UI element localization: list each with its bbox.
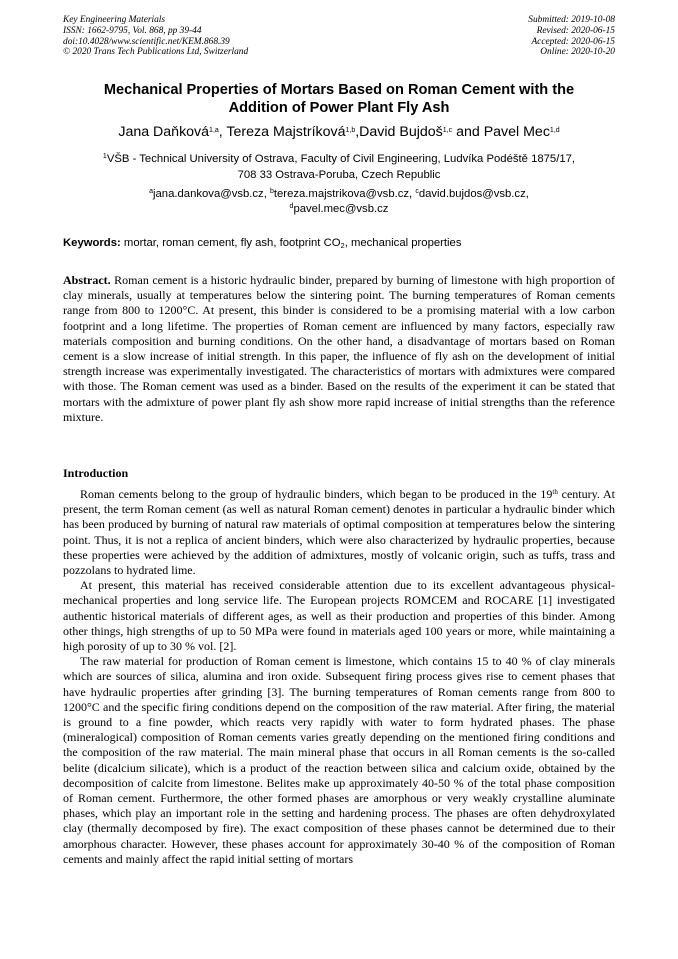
affiliation-line: 708 33 Ostrava-Poruba, Czech Republic [237, 169, 441, 181]
author-affiliation-marker: 1,c [442, 127, 453, 134]
title-line: Mechanical Properties of Mortars Based on Roman Cement with the [103, 82, 575, 98]
abstract-text: Roman cement is a historic hydraulic binder, prepared by burning of limestone with high proportion of clay minerals, usually at temperatures below the sintering point. The burning temperatures of Roman cements range from 800 to 1200°C. At present, this binder is considered to be a promising material with a low carbon footprint and a long lifetime. The properties of Roman cement are influenced by many factors, especially raw materials composition and burning conditions. On the other hand, a disadvantage of mortars based on Roman cement is a slow increase of initial strength. In this paper, the influence of fly ash on the development of initial strength increase was experimentally investigated. The characteristics of mortars with admixtures were compared with those. The Roman cement was used as a binder. Based on the results of the experiment it can be stated that mortars with the admixture of power plant fly ash show more rapid increase of initial strengths than the reference mixture. [63, 273, 615, 424]
paragraph-text: century. At present, the term Roman cement (as well as natural Roman cement) denotes in particular a hydraulic binder which has been produced by burning of natural raw materials of optimal composition at temperatures below the sintering point. Thus, it is not a replica of ancient binders, which were also characterized by hydraulic properties, because these properties were achieved by the addition of admixtures, mostly of volcanic origin, such as tuffs, trass and pozzolans to hydrated lime. [63, 487, 615, 578]
affiliation-line [63, 151, 615, 167]
title-line: Addition of Power Plant Fly Ash [228, 100, 450, 116]
paragraph: The raw material for production of Roman cement is limestone, which contains 15 to 40 % of clay minerals which are sources of silica, alumina and iron oxide. Subsequent firing process gives rise to cement phases that have hydraulic properties after grinding [3]. The burning temperatures of Roman cements range from 800 to 1200°C and the specific firing conditions depend on the composition of the raw material. After firing, the material is ground to a fine powder, which reacts very rapidly with water to form hydrated phases. The phase (mineralogical) composition of Roman cements varies greatly depending on the mentioned firing conditions and the composition of the raw material. The main mineral phase that occurs in all Roman cements is the so-called belite (dicalcium silicate), which is a product of the reaction between silica and calcium oxide, obtained by the decomposition of calcite from limestone. Belites make up approximately 40-50 % of the total phase composition of Roman cement. Furthermore, the other formed phases are amorphous or very weakly crystalline aluminate phases, which play an important role in the setting and hardening process. The phases are often dehydroxylated clay (thermally decomposed by fire). The exact composition of these phases cannot be determined due to their amorphous character. However, these phases account for approximately 30-40 % of the composition of Roman cements and mainly affect the rapid initial setting of mortars [63, 654, 615, 866]
author-affiliation-marker: 1,d [549, 127, 560, 134]
email-address: jana.dankova@vsb.cz, [153, 188, 270, 200]
date-online: Online: 2020-10-20 [540, 47, 615, 58]
section-heading-introduction: Introduction [63, 466, 129, 480]
email-marker: d [289, 203, 294, 210]
date-revised: Revised: 2020-06-15 [536, 25, 615, 36]
keywords-text: mortar, roman cement, fly ash, footprint CO [120, 237, 341, 249]
author-name: Pavel Mec [483, 124, 550, 140]
author-name: David Bujdoš [359, 124, 443, 140]
introduction-body [63, 487, 615, 867]
paper-title [63, 81, 615, 117]
date-submitted: Submitted: 2019-10-08 [528, 15, 615, 25]
journal-copyright: © 2020 Trans Tech Publications Ltd, Switzerland [63, 47, 249, 58]
author-affiliation-marker: 1,a [209, 127, 219, 134]
keywords-subscript: 2 [340, 241, 345, 250]
abstract-label: Abstract. [63, 273, 111, 287]
keywords-text-rest: , mechanical properties [344, 237, 462, 249]
paragraph: At present, this material has received considerable attention due to its excellent advantageous physical-mechanical properties and long service life. The European projects ROMCEM and ROCARE [1] investigated authentic historical materials of different ages, as well as their production and properties of this binder. Among other things, high strengths of up to 50 MPa were found in materials aged 100 years or more, while maintaining a high porosity of up to 30 % vol. [2]. [63, 578, 615, 654]
author-name: Jana Daňková [118, 124, 210, 140]
email-line [63, 202, 615, 217]
email-marker: a [149, 188, 154, 195]
journal-info [63, 15, 248, 58]
date-accepted: Accepted: 2020-06-15 [531, 36, 615, 47]
keywords-label: Keywords: [63, 237, 121, 249]
abstract [63, 273, 615, 425]
publication-dates [528, 15, 615, 58]
paragraph [63, 487, 615, 578]
author-separator: , [355, 124, 360, 140]
email-marker: b [269, 188, 274, 195]
email-address: pavel.mec@vsb.cz [293, 203, 389, 215]
author-list [63, 123, 615, 141]
affiliation-text: VŠB - Technical University of Ostrava, Faculty of Civil Engineering, Ludvíka Podéště 1875/17, [106, 153, 576, 165]
affiliation [63, 151, 615, 183]
journal-doi: doi:10.4028/www.scientific.net/KEM.868.39 [63, 36, 230, 47]
email-line [63, 187, 615, 202]
email-address: david.bujdos@vsb.cz, [418, 188, 529, 200]
author-emails [63, 187, 615, 217]
author-separator: , [218, 124, 227, 140]
author-separator: and [452, 124, 484, 140]
keywords [63, 236, 615, 251]
journal-name: Key Engineering Materials [63, 15, 166, 25]
email-marker: c [415, 188, 419, 195]
journal-issn: ISSN: 1662-9795, Vol. 868, pp 39-44 [63, 25, 202, 36]
superscript: th [552, 488, 558, 496]
author-name: Tereza Majstríková [226, 124, 346, 140]
paragraph-text: Roman cements belong to the group of hydraulic binders, which began to be produced in the 19 [80, 487, 553, 501]
email-address: tereza.majstrikova@vsb.cz, [273, 188, 416, 200]
author-affiliation-marker: 1,b [345, 127, 356, 134]
affiliation-marker: 1 [102, 153, 107, 160]
